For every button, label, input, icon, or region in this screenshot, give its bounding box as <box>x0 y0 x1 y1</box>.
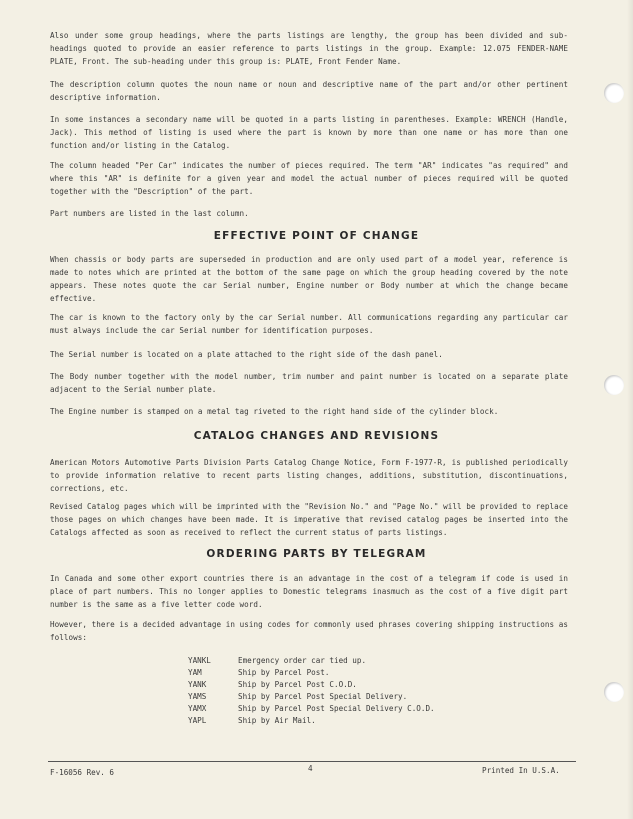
paragraph-serial-location: The Serial number is located on a plate attached to the right side of the dash panel. <box>50 350 443 359</box>
paragraph-change-notice: American Motors Automotive Parts Division Parts Catalog Change Notice, Form F-1977-R, is published periodically to provide information relative to recent parts listing changes, additions, substitution, discontinuations, corrections, etc. <box>50 458 568 493</box>
code-word: YAMX <box>188 704 207 713</box>
heading-ordering-by-telegram: ORDERING PARTS BY TELEGRAM <box>206 548 427 560</box>
code-word: YAMS <box>188 692 207 701</box>
footer-printed-in: Printed In U.S.A. <box>482 766 560 775</box>
code-row <box>188 691 435 703</box>
paragraph-shipping-codes: However, there is a decided advantage in using codes for commonly used phrases covering shipping instructions as follows: <box>50 620 568 642</box>
code-word: YANK <box>188 680 207 689</box>
paragraph-telegram-codes: In Canada and some other export countries there is an advantage in the cost of a telegram if code is used in place of part numbers. This no longer applies to Domestic telegrams inasmuch as the cost of a five digit part number is the same as a five letter code word. <box>50 574 568 609</box>
heading-catalog-changes: CATALOG CHANGES AND REVISIONS <box>193 430 440 442</box>
code-word: YAPL <box>188 716 207 725</box>
binder-hole <box>604 83 624 103</box>
footer-divider <box>48 761 576 762</box>
code-word: YANKL <box>188 656 211 665</box>
code-meaning: Ship by Parcel Post C.O.D. <box>238 680 357 689</box>
paragraph-serial-number: The car is known to the factory only by the car Serial number. All communications regarding any particular car must always include the car Serial number for identification purposes. <box>50 313 568 335</box>
code-row <box>188 715 435 727</box>
binder-hole <box>604 375 624 395</box>
footer-page-number: 4 <box>308 764 313 773</box>
paragraph-body-number: The Body number together with the model number, trim number and paint number is located on a separate plate adjacent to the Serial number plate. <box>50 372 568 394</box>
paragraph-per-car: The column headed "Per Car" indicates the number of pieces required. The term "AR" indicates "as required" and where this "AR" is definite for a given year and model the actual number of pieces required will be quoted together with the "Description" of the part. <box>50 161 568 196</box>
paragraph-secondary-name: In some instances a secondary name will be quoted in a parts listing in parentheses. Example: WRENCH (Handle, Jack). This method of listing is used where the part is known by more than one name or has more than one function and/or listing in the Catalog. <box>50 115 568 150</box>
paragraph-revised-pages: Revised Catalog pages which will be imprinted with the "Revision No." and "Page No." will be provided to replace those pages on which changes have been made. It is imperative that revised catalog pages be inserted into the Catalogs affected as soon as received to reflect the current status of parts listings. <box>50 502 568 537</box>
code-row <box>188 655 435 667</box>
telegram-code-list <box>188 655 435 727</box>
page-edge-shadow <box>627 0 633 819</box>
code-meaning: Emergency order car tied up. <box>238 656 367 665</box>
code-row <box>188 679 435 691</box>
paragraph-description-column: The description column quotes the noun name or noun and descriptive name of the part and/or other pertinent descriptive information. <box>50 80 568 102</box>
code-meaning: Ship by Parcel Post Special Delivery. <box>238 692 408 701</box>
code-meaning: Ship by Parcel Post Special Delivery C.O.D. <box>238 704 435 713</box>
binder-hole <box>604 682 624 702</box>
footer-form-number: F-16056 Rev. 6 <box>50 768 115 777</box>
code-meaning: Ship by Air Mail. <box>238 716 316 725</box>
code-word: YAM <box>188 668 202 677</box>
code-row <box>188 703 435 715</box>
heading-effective-point-of-change: EFFECTIVE POINT OF CHANGE <box>213 230 420 242</box>
code-meaning: Ship by Parcel Post. <box>238 668 330 677</box>
paragraph-subheadings: Also under some group headings, where the parts listings are lengthy, the group has been divided and sub-headings quoted to provide an easier reference to parts listings in the group. Example: 12.075 FENDER-NAME PLATE, Front. The sub-heading under this group is: PLATE, Front Fender Name. <box>50 31 568 66</box>
paragraph-part-numbers: Part numbers are listed in the last column. <box>50 209 249 218</box>
paragraph-superseded-parts: When chassis or body parts are superseded in production and are only used part of a model year, reference is made to notes which are printed at the bottom of the same page on which the group heading covered by the note appears. These notes quote the car Serial number, Engine number or Body number at which the change became effective. <box>50 255 568 303</box>
paragraph-engine-number: The Engine number is stamped on a metal tag riveted to the right hand side of the cylinder block. <box>50 407 499 416</box>
code-row <box>188 667 435 679</box>
